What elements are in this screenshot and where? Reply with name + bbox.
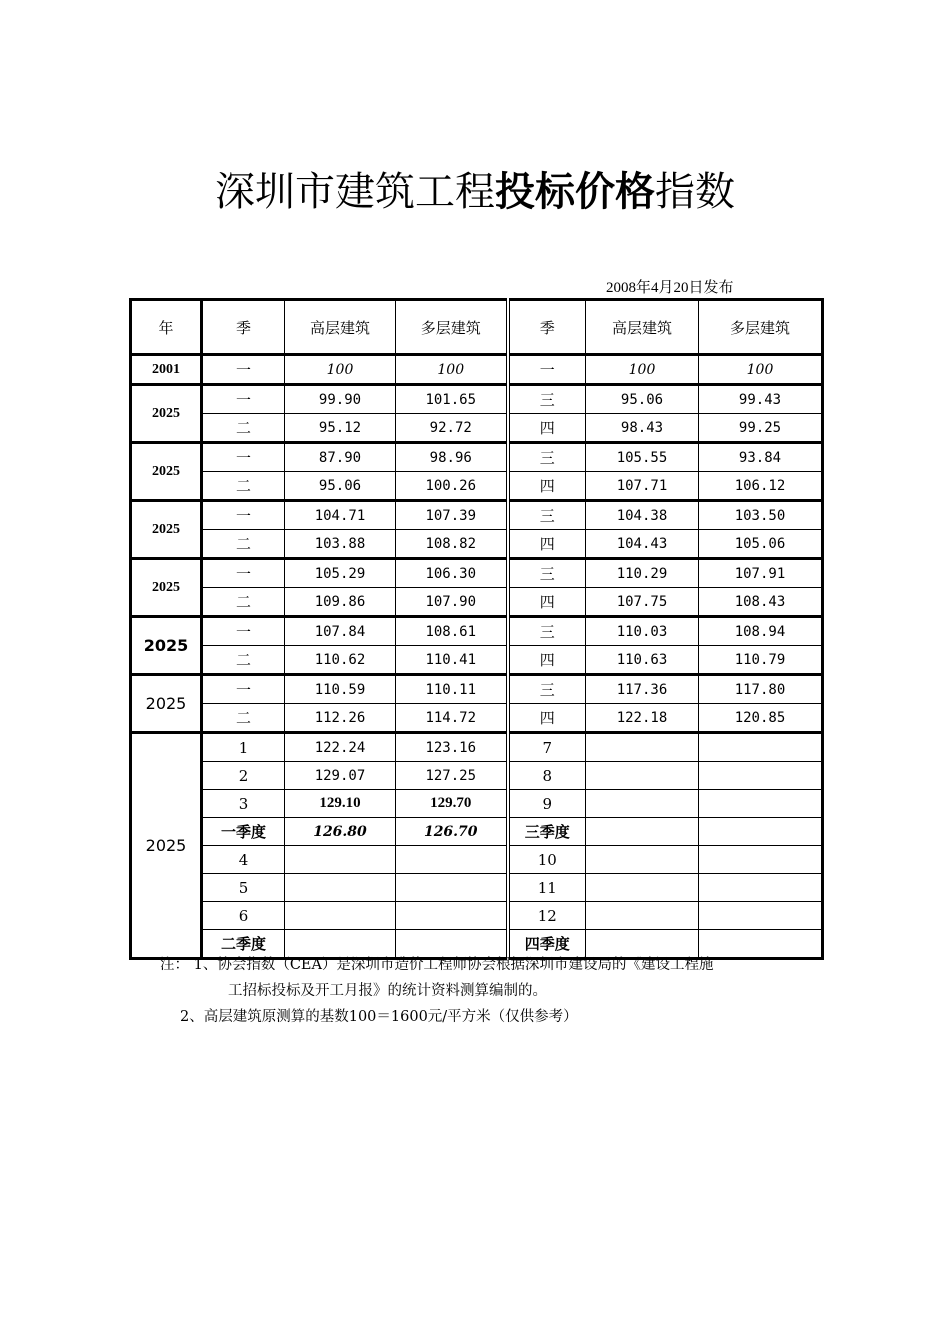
year-cell: 2025 (131, 443, 202, 501)
season-cell: 三 (508, 617, 586, 646)
table-row (131, 617, 823, 646)
month-cell: 11 (508, 874, 586, 902)
index-table (129, 298, 824, 960)
value-cell: 105.06 (699, 530, 823, 559)
title-part2: 投标价格 (495, 169, 655, 215)
value-cell: 126.70 (396, 818, 508, 846)
value-cell: 103.88 (285, 530, 396, 559)
season-cell: 一 (202, 617, 285, 646)
value-cell: 107.84 (285, 617, 396, 646)
value-cell: 105.55 (586, 443, 699, 472)
value-cell: 110.11 (396, 675, 508, 704)
header-row (131, 300, 823, 355)
value-cell: 110.63 (586, 646, 699, 675)
value-cell (699, 762, 823, 790)
season-cell: 三 (508, 385, 586, 414)
month-cell: 6 (202, 902, 285, 930)
header-high-left: 高层建筑 (285, 300, 396, 355)
value-cell: 104.43 (586, 530, 699, 559)
value-cell: 100 (285, 355, 396, 385)
base-row (131, 355, 823, 385)
season-cell: 四 (508, 646, 586, 675)
table-row (131, 733, 823, 762)
value-cell: 110.79 (699, 646, 823, 675)
value-cell: 129.07 (285, 762, 396, 790)
note-1-line-1 (160, 952, 713, 978)
value-cell (586, 846, 699, 874)
note-label: 注： (160, 957, 189, 973)
value-cell: 108.94 (699, 617, 823, 646)
season-cell: 一 (508, 355, 586, 385)
value-cell (699, 902, 823, 930)
value-cell: 108.61 (396, 617, 508, 646)
value-cell (699, 874, 823, 902)
value-cell (699, 818, 823, 846)
value-cell: 110.41 (396, 646, 508, 675)
table-row (131, 588, 823, 617)
quarter-cell: 一季度 (202, 818, 285, 846)
note-1-line-2: 工招标投标及开工月报》的统计资料测算编制的。 (228, 983, 547, 999)
table-row (131, 530, 823, 559)
table-row (131, 472, 823, 501)
value-cell: 110.03 (586, 617, 699, 646)
value-cell: 92.72 (396, 414, 508, 443)
value-cell (586, 874, 699, 902)
year-cell: 2025 (131, 385, 202, 443)
season-cell: 二 (202, 704, 285, 733)
value-cell: 126.80 (285, 818, 396, 846)
value-cell: 99.43 (699, 385, 823, 414)
value-cell: 98.43 (586, 414, 699, 443)
title-part1: 深圳市建筑工程 (215, 169, 495, 215)
note-2: 2、高层建筑原测算的基数100＝1600元/平方米（仅供参考） (180, 1009, 578, 1025)
value-cell: 104.71 (285, 501, 396, 530)
season-cell: 三 (508, 675, 586, 704)
value-cell: 105.29 (285, 559, 396, 588)
value-cell: 100.26 (396, 472, 508, 501)
value-cell (285, 902, 396, 930)
season-cell: 一 (202, 675, 285, 704)
value-cell: 104.38 (586, 501, 699, 530)
value-cell: 87.90 (285, 443, 396, 472)
value-cell: 110.29 (586, 559, 699, 588)
header-high-right: 高层建筑 (586, 300, 699, 355)
quarter-cell: 二季度 (202, 930, 285, 959)
value-cell: 120.85 (699, 704, 823, 733)
value-cell: 100 (699, 355, 823, 385)
value-cell: 122.18 (586, 704, 699, 733)
table-row (131, 501, 823, 530)
value-cell (396, 874, 508, 902)
value-cell: 107.71 (586, 472, 699, 501)
month-cell: 5 (202, 874, 285, 902)
year-cell: 2025 (131, 559, 202, 617)
year-cell: 2025 (131, 617, 202, 675)
year-cell: 2025 (131, 675, 202, 733)
header-year: 年 (131, 300, 202, 355)
table-row (131, 902, 823, 930)
header-season-left: 季 (202, 300, 285, 355)
value-cell: 127.25 (396, 762, 508, 790)
value-cell: 122.24 (285, 733, 396, 762)
value-cell: 114.72 (396, 704, 508, 733)
value-cell: 100 (586, 355, 699, 385)
month-cell: 9 (508, 790, 586, 818)
month-cell: 12 (508, 902, 586, 930)
value-cell: 110.59 (285, 675, 396, 704)
table-row (131, 414, 823, 443)
value-cell: 106.30 (396, 559, 508, 588)
season-cell: 一 (202, 443, 285, 472)
value-cell: 107.90 (396, 588, 508, 617)
value-cell: 98.96 (396, 443, 508, 472)
month-cell: 1 (202, 733, 285, 762)
value-cell: 129.70 (396, 790, 508, 818)
season-cell: 三 (508, 559, 586, 588)
table-row (131, 874, 823, 902)
value-cell: 123.16 (396, 733, 508, 762)
month-cell: 2 (202, 762, 285, 790)
year-cell: 2001 (131, 355, 202, 385)
table-row (131, 675, 823, 704)
season-cell: 二 (202, 530, 285, 559)
season-cell: 三 (508, 443, 586, 472)
value-cell (396, 902, 508, 930)
year-cell: 2025 (131, 733, 202, 959)
table-row (131, 762, 823, 790)
value-cell: 117.36 (586, 675, 699, 704)
value-cell: 93.84 (699, 443, 823, 472)
value-cell: 95.06 (586, 385, 699, 414)
page-title (0, 160, 950, 217)
value-cell: 112.26 (285, 704, 396, 733)
season-cell: 四 (508, 588, 586, 617)
header-season-right: 季 (508, 300, 586, 355)
value-cell (699, 790, 823, 818)
season-cell: 四 (508, 414, 586, 443)
table-row (131, 704, 823, 733)
season-cell: 二 (202, 588, 285, 617)
value-cell (285, 874, 396, 902)
value-cell: 109.86 (285, 588, 396, 617)
value-cell (586, 902, 699, 930)
table-row (131, 790, 823, 818)
value-cell (699, 733, 823, 762)
value-cell: 103.50 (699, 501, 823, 530)
value-cell: 110.62 (285, 646, 396, 675)
season-cell: 二 (202, 646, 285, 675)
month-cell: 4 (202, 846, 285, 874)
table-row (131, 818, 823, 846)
season-cell: 二 (202, 472, 285, 501)
season-cell: 一 (202, 501, 285, 530)
season-cell: 四 (508, 472, 586, 501)
value-cell (586, 790, 699, 818)
title-part3: 指数 (655, 169, 735, 215)
value-cell: 129.10 (285, 790, 396, 818)
value-cell (699, 930, 823, 959)
value-cell: 107.75 (586, 588, 699, 617)
value-cell: 108.43 (699, 588, 823, 617)
header-multi-left: 多层建筑 (396, 300, 508, 355)
table-row (131, 385, 823, 414)
month-cell: 8 (508, 762, 586, 790)
header-multi-right: 多层建筑 (699, 300, 823, 355)
value-cell: 107.91 (699, 559, 823, 588)
value-cell: 95.12 (285, 414, 396, 443)
note-1-text: 1、协会指数（CEA）是深圳市造价工程师协会根据深圳市建设局的《建设工程施 (193, 957, 714, 973)
month-cell: 7 (508, 733, 586, 762)
value-cell: 107.39 (396, 501, 508, 530)
release-date: 2008年4月20日发布 (606, 280, 734, 296)
value-cell: 108.82 (396, 530, 508, 559)
value-cell (396, 846, 508, 874)
season-cell: 四 (508, 530, 586, 559)
season-cell: 四 (508, 704, 586, 733)
table-row (131, 559, 823, 588)
season-cell: 一 (202, 559, 285, 588)
value-cell: 100 (396, 355, 508, 385)
value-cell (285, 846, 396, 874)
table-row (131, 846, 823, 874)
table-row (131, 646, 823, 675)
footnotes (160, 952, 713, 1030)
value-cell: 117.80 (699, 675, 823, 704)
value-cell (586, 818, 699, 846)
value-cell: 99.90 (285, 385, 396, 414)
value-cell: 95.06 (285, 472, 396, 501)
quarter-cell: 四季度 (508, 930, 586, 959)
year-cell: 2025 (131, 501, 202, 559)
value-cell (586, 762, 699, 790)
value-cell: 99.25 (699, 414, 823, 443)
season-cell: 二 (202, 414, 285, 443)
table-row (131, 443, 823, 472)
month-cell: 10 (508, 846, 586, 874)
value-cell (586, 733, 699, 762)
value-cell: 106.12 (699, 472, 823, 501)
value-cell: 101.65 (396, 385, 508, 414)
season-cell: 三 (508, 501, 586, 530)
month-cell: 3 (202, 790, 285, 818)
quarter-cell: 三季度 (508, 818, 586, 846)
season-cell: 一 (202, 355, 285, 385)
value-cell (699, 846, 823, 874)
season-cell: 一 (202, 385, 285, 414)
